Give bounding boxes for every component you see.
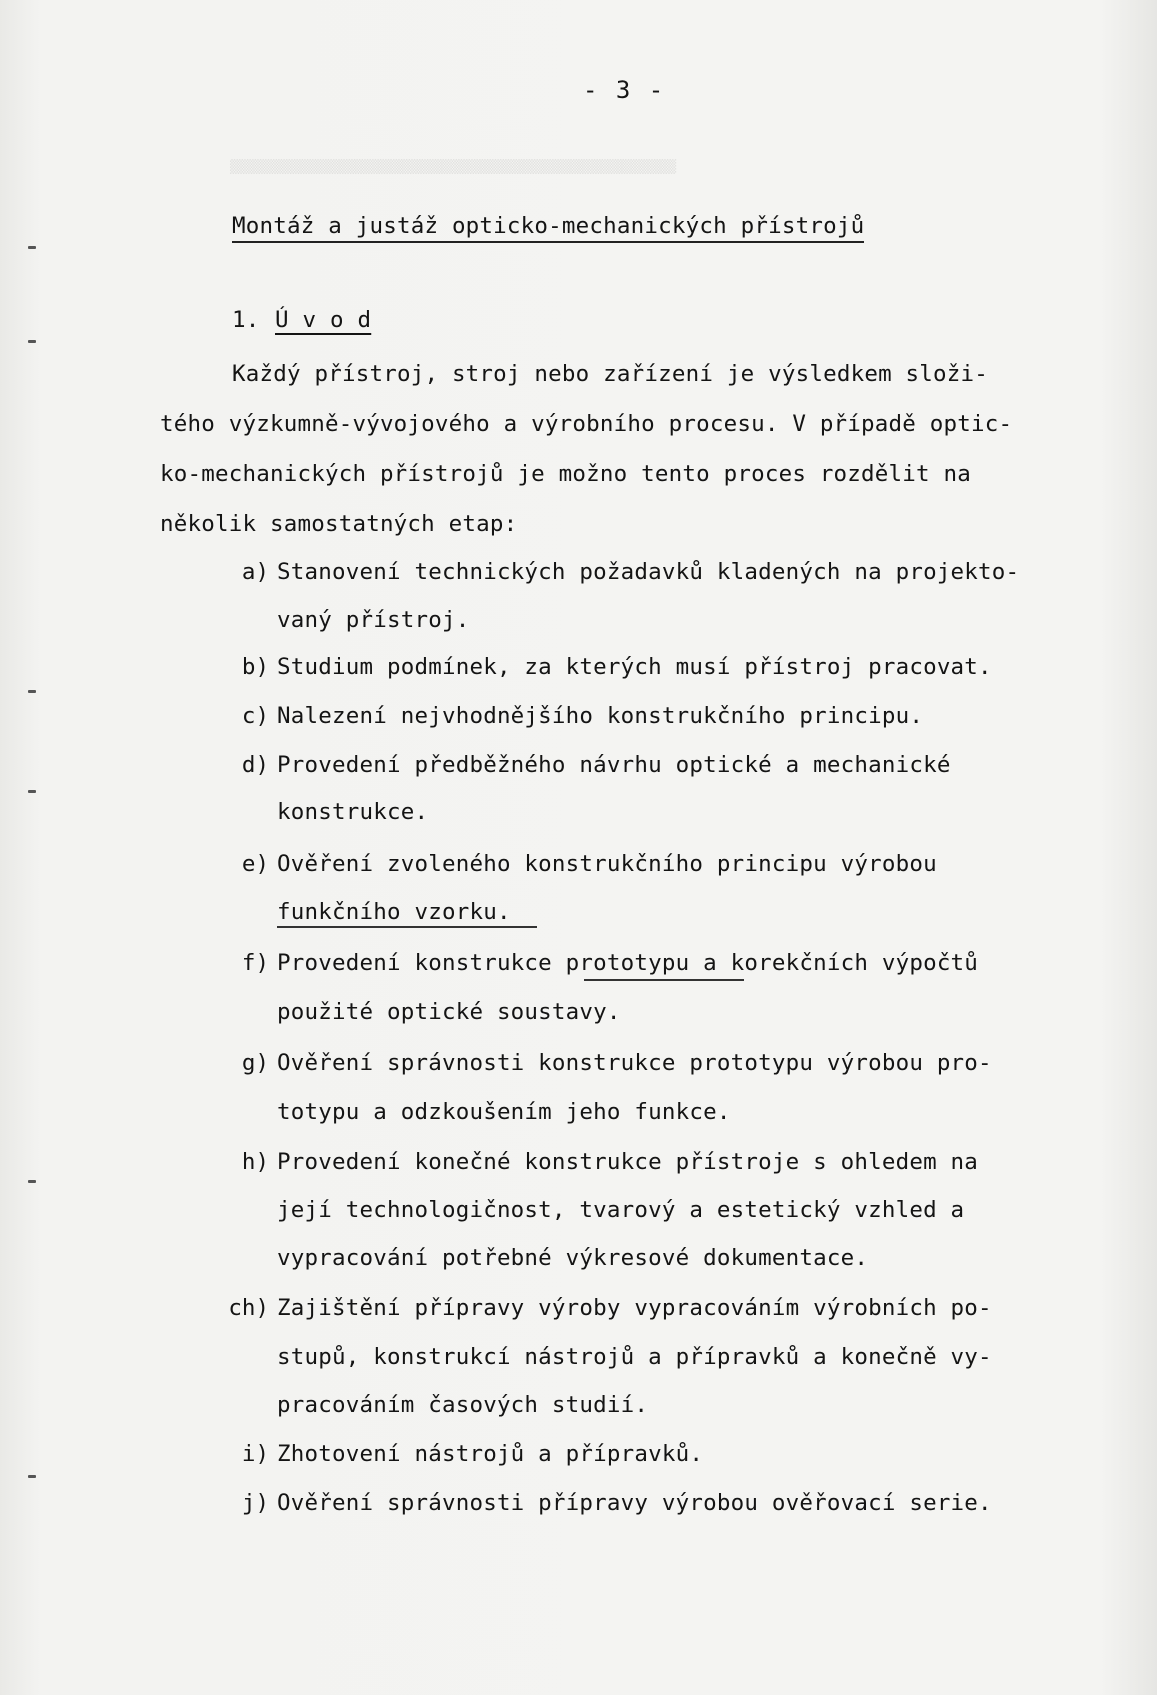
- list-item-text: vaný přístroj.: [277, 607, 470, 633]
- binding-hole-mark: [28, 246, 36, 249]
- list-item-label: a): [241, 559, 269, 585]
- list-item-label: j): [241, 1490, 269, 1516]
- list-item-text: Provedení předběžného návrhu optické a mechanické: [277, 752, 951, 778]
- list-item-label: e): [241, 851, 269, 877]
- handwritten-underline: [584, 979, 744, 981]
- paragraph-line: tého výzkumně-vývojového a výrobního procesu. V případě optic-: [160, 411, 1013, 437]
- section-number: 1.: [232, 307, 260, 333]
- list-item-text: Zajištění přípravy výroby vypracováním výrobních po-: [277, 1295, 992, 1321]
- list-item-text: Ověření zvoleného konstrukčního principu výrobou: [277, 851, 937, 877]
- list-item-label: h): [241, 1149, 269, 1175]
- list-item-label: c): [241, 703, 269, 729]
- list-item-text: Nalezení nejvhodnějšího konstrukčního principu.: [277, 703, 924, 729]
- paragraph-line: ko-mechanických přístrojů je možno tento proces rozdělit na: [160, 461, 972, 487]
- binding-hole-mark: [28, 1475, 36, 1478]
- binding-hole-mark: [28, 690, 36, 693]
- handwritten-underline: [277, 926, 537, 928]
- list-item-label: b): [241, 654, 269, 680]
- list-item-label: d): [241, 752, 269, 778]
- list-item-label: g): [241, 1050, 269, 1076]
- paragraph-line: několik samostatných etap:: [160, 511, 518, 537]
- list-item-text: Ověření správnosti přípravy výrobou ověřovací serie.: [277, 1490, 992, 1516]
- list-item-text: Ověření správnosti konstrukce prototypu výrobou pro-: [277, 1050, 992, 1076]
- list-item-text: Studium podmínek, za kterých musí přístroj pracovat.: [277, 654, 992, 680]
- binding-hole-mark: [28, 790, 36, 793]
- list-item-text: Stanovení technických požadavků kladených na projekto-: [277, 559, 1020, 585]
- list-item-text: použité optické soustavy.: [277, 999, 621, 1025]
- list-item-text: Provedení konstrukce prototypu a korekčních výpočtů: [277, 950, 979, 976]
- list-item-label: i): [241, 1441, 269, 1467]
- page-number: - 3 -: [583, 76, 666, 104]
- binding-hole-mark: [28, 340, 36, 343]
- show-through-texture: ▒▒▒▒▒▒▒▒▒▒▒▒▒▒▒▒▒▒▒▒▒▒▒▒▒▒▒▒▒▒▒▒▒▒▒▒▒▒▒▒▒▒▒▒▒▒▒▒▒▒▒▒▒▒▒▒▒: [230, 160, 677, 175]
- list-item-text: Provedení konečné konstrukce přístroje s ohledem na: [277, 1149, 979, 1175]
- binding-hole-mark: [28, 1180, 36, 1183]
- paragraph-line: Každý přístroj, stroj nebo zařízení je výsledkem složi-: [232, 361, 989, 387]
- list-item-label: f): [241, 950, 269, 976]
- list-item-text: Zhotovení nástrojů a přípravků.: [277, 1441, 704, 1467]
- list-item-text: konstrukce.: [277, 799, 429, 825]
- list-item-text: totypu a odzkoušením jeho funkce.: [277, 1099, 731, 1125]
- list-item-text: funkčního vzorku.: [277, 899, 511, 925]
- document-title: Montáž a justáž opticko-mechanických přístrojů: [232, 213, 864, 243]
- list-item-label: ch): [228, 1295, 269, 1321]
- list-item-text: pracováním časových studií.: [277, 1392, 649, 1418]
- list-item-text: stupů, konstrukcí nástrojů a přípravků a konečně vy-: [277, 1344, 992, 1370]
- list-item-text: její technologičnost, tvarový a estetický vzhled a: [277, 1197, 965, 1223]
- section-heading: Ú v o d: [275, 307, 372, 333]
- list-item-text: vypracování potřebné výkresové dokumentace.: [277, 1245, 869, 1271]
